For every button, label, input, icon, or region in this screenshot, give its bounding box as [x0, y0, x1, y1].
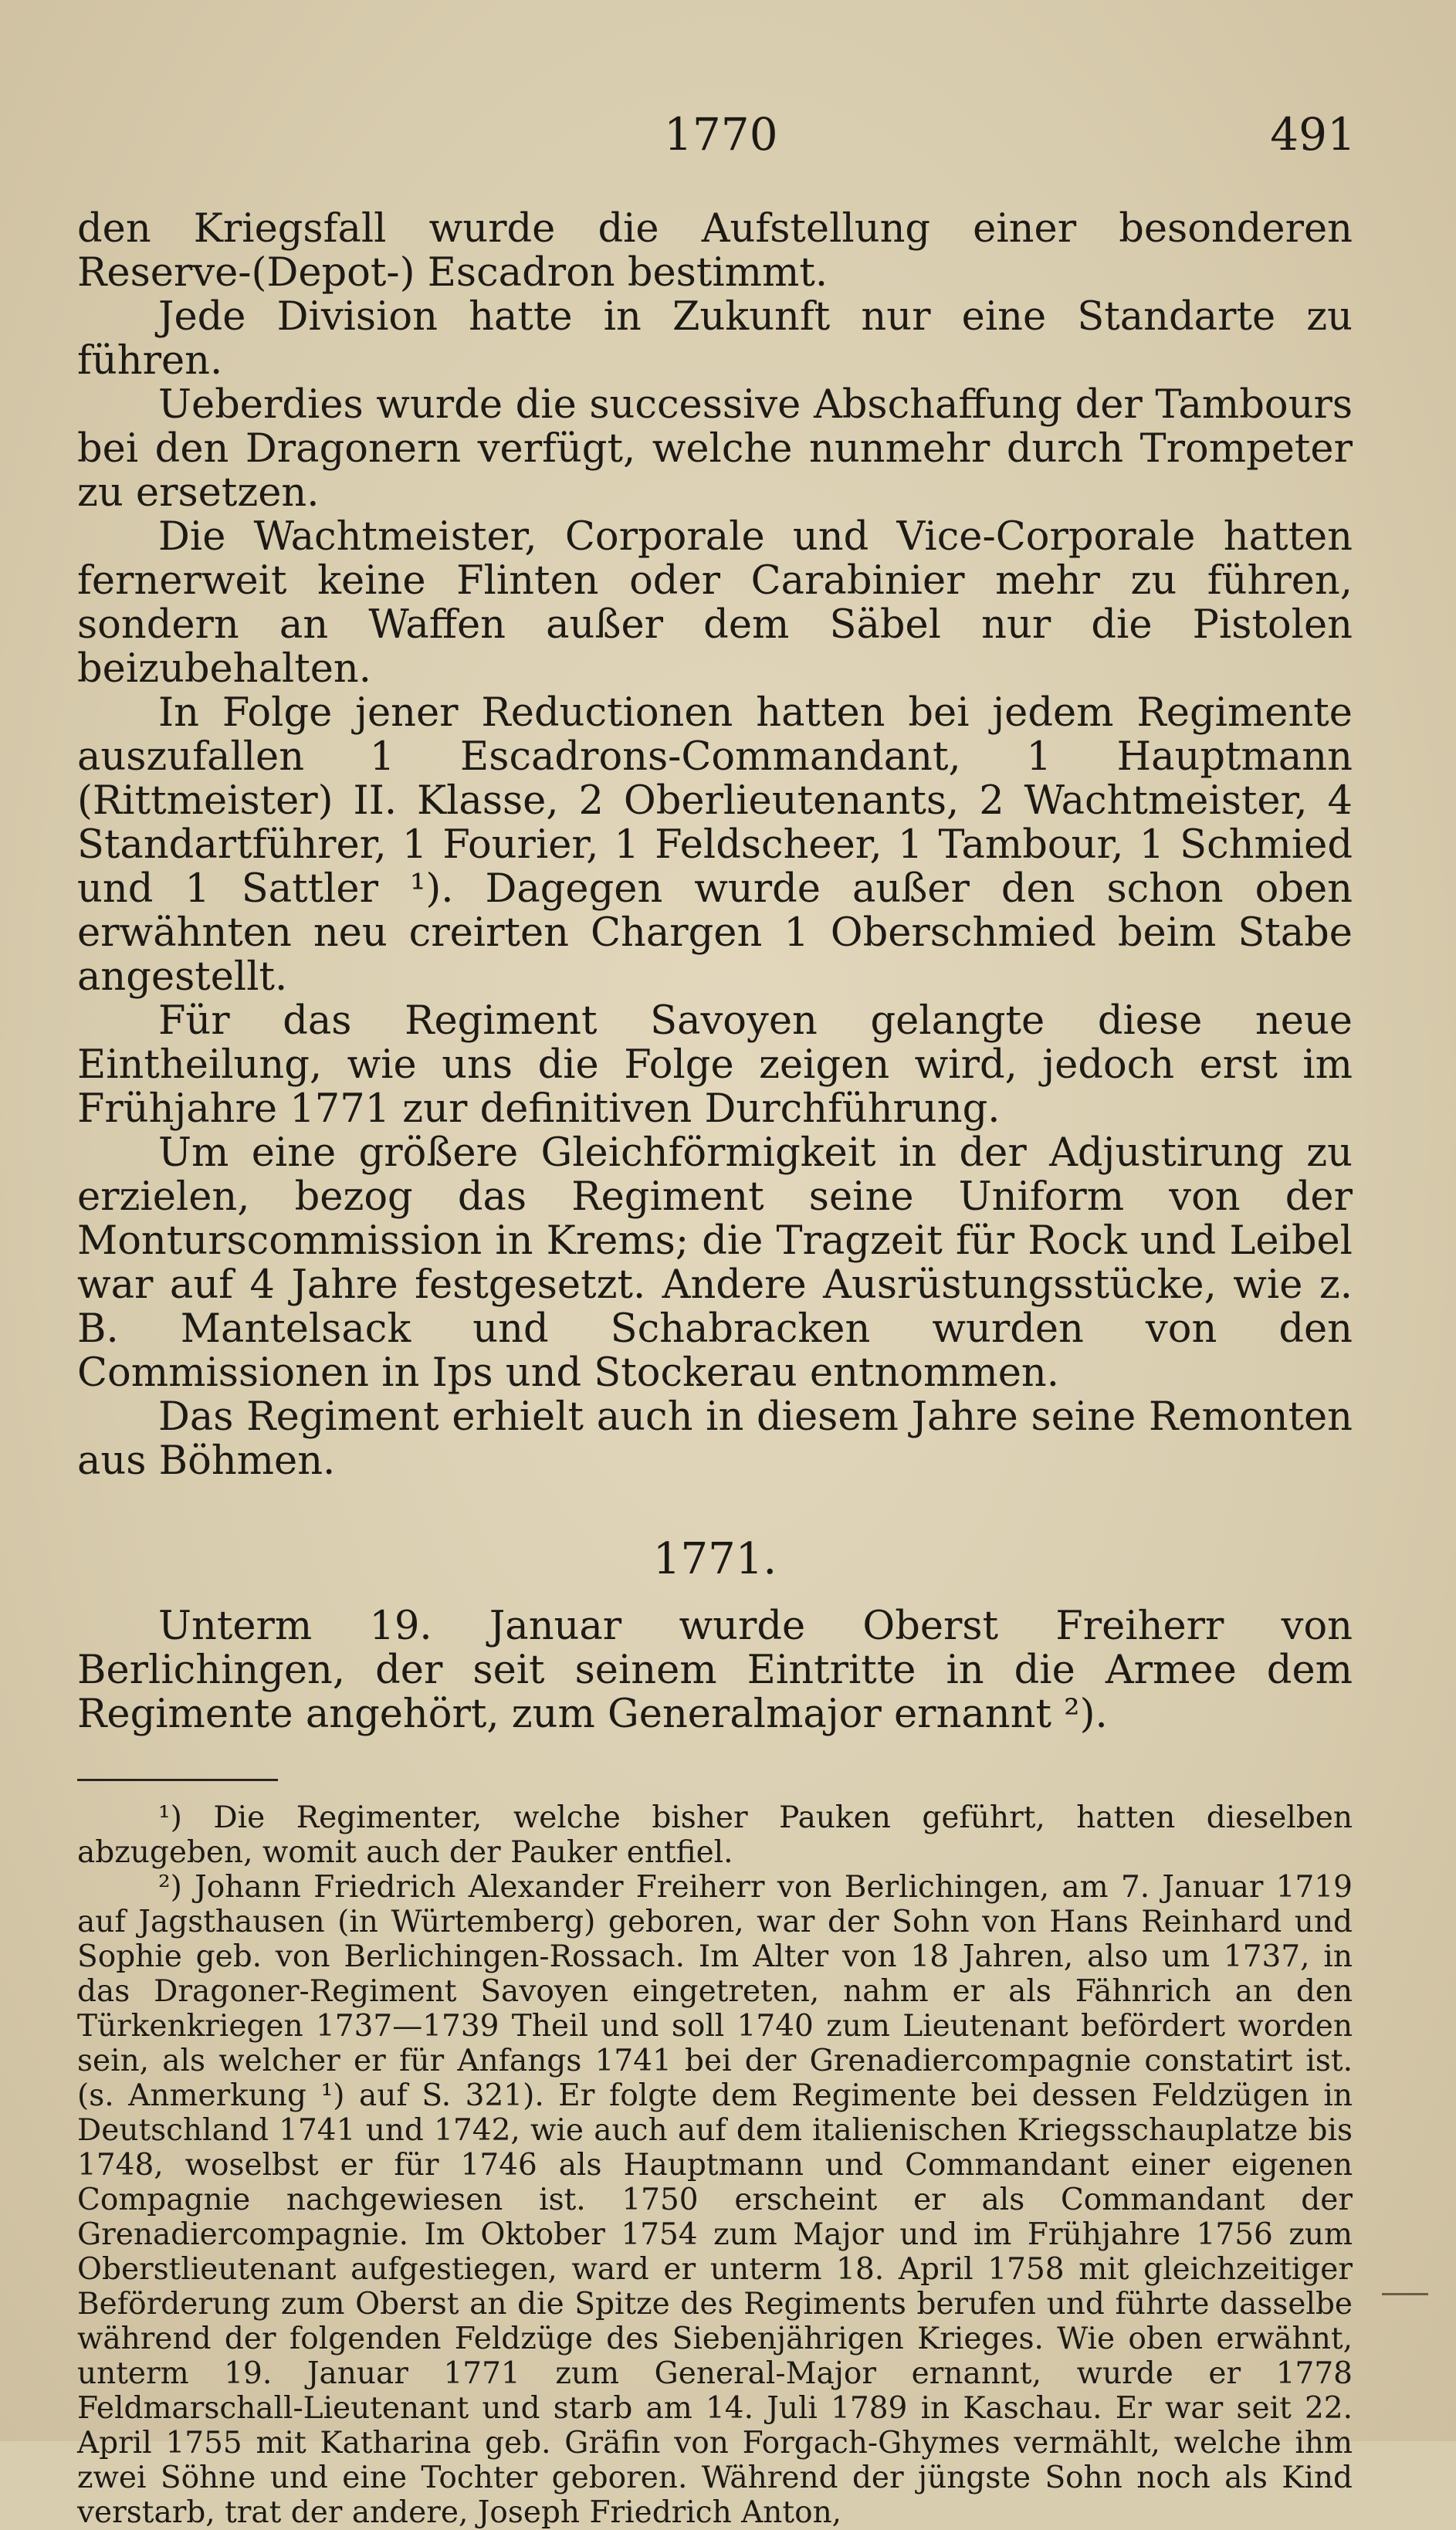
footnote: ¹) Die Regimenter, welche bisher Pauken geführt, hatten dieselben abzugeben, womit auch der Pauker entfiel. [77, 1800, 1353, 1870]
paragraph: Für das Regiment Savoyen gelangte diese neue Eintheilung, wie uns die Folge zeigen wird, jedoch erst im Frühjahre 1771 zur definitiven Durchführung. [77, 998, 1353, 1132]
page-number: 491 [1270, 108, 1356, 161]
footnote: ²) Johann Friedrich Alexander Freiherr von Berlichingen, am 7. Januar 1719 auf Jagsthausen (in Würtemberg) geboren, war der Sohn von Hans Reinhard und Sophie geb. von Berlichingen-Rossach. Im Alter von 18 Jahren, also um 1737, in das Dragoner-Regiment Savoyen eingetreten, nahm er als Fähnrich an den Türkenkriegen 1737—1739 Theil und soll 1740 zum Lieutenant befördert worden sein, als welcher er für Anfangs 1741 bei der Grenadiercompagnie constatirt ist. (s. Anmerkung ¹) auf S. 321). Er folgte dem Regimente bei dessen Feldzügen in Deutschland 1741 und 1742, wie auch auf dem italienischen Kriegsschauplatze bis 1748, woselbst er für 1746 als Hauptmann und Commandant einer eigenen Compagnie nachgewiesen ist. 1750 erscheint er als Commandant der Grenadiercompagnie. Im Oktober 1754 zum Major und im Frühjahre 1756 zum Oberstlieutenant aufgestiegen, ward er unterm 18. April 1758 mit gleichzeitiger Beförderung zum Oberst an die Spitze des Regiments berufen und führte dasselbe während der folgenden Feldzüge des Siebenjährigen Krieges. Wie oben erwähnt, unterm 19. Januar 1771 zum General-Major ernannt, wurde er 1778 Feldmarschall-Lieutenant und starb am 14. Juli 1789 in Kaschau. Er war seit 22. April 1755 mit Katharina geb. Gräfin von Forgach-Ghymes vermählt, welche ihm zwei Söhne und eine Tochter geboren. Während der jüngste Sohn noch als Kind verstarb, trat der andere, Joseph Friedrich Anton, [77, 1870, 1353, 2530]
running-header [77, 108, 1356, 170]
paragraph: den Kriegsfall wurde die Aufstellung einer besonderen Reserve-(Depot-) Escadron bestimmt. [77, 206, 1353, 296]
main-text [77, 207, 1353, 1483]
running-header-year: 1770 [664, 108, 778, 161]
margin-mark [1382, 2293, 1428, 2295]
footnotes [77, 1800, 1353, 2530]
section-text [77, 1604, 1353, 1736]
paragraph: Ueberdies wurde die successive Abschaffung der Tambours bei den Dragonern verfügt, welche nunmehr durch Trompeter zu ersetzen. [77, 382, 1353, 516]
paragraph: Jede Division hatte in Zukunft nur eine Standarte zu führen. [77, 294, 1353, 384]
page-body [77, 207, 1353, 2530]
paragraph: Die Wachtmeister, Corporale und Vice-Corporale hatten fernerweit keine Flinten oder Carabinier mehr zu führen, sondern an Waffen außer dem Säbel nur die Pistolen beizubehalten. [77, 514, 1353, 692]
paragraph: Unterm 19. Januar wurde Oberst Freiherr von Berlichingen, der seit seinem Eintritte in die Armee dem Regimente angehört, zum Generalmajor ernannt ²). [77, 1604, 1353, 1737]
paragraph: Um eine größere Gleichförmigkeit in der Adjustirung zu erzielen, bezog das Regiment seine Uniform von der Monturscommission in Krems; die Tragzeit für Rock und Leibel war auf 4 Jahre festgesetzt. Andere Ausrüstungsstücke, wie z. B. Mantelsack und Schabracken wurden von den Commissionen in Ips und Stockerau entnommen. [77, 1130, 1353, 1396]
paragraph: Das Regiment erhielt auch in diesem Jahre seine Remonten aus Böhmen. [77, 1394, 1353, 1484]
footnote-rule [77, 1779, 278, 1781]
section-heading: 1771. [652, 1534, 777, 1584]
paragraph: In Folge jener Reductionen hatten bei jedem Regimente auszufallen 1 Escadrons-Commandant, 1 Hauptmann (Rittmeister) II. Klasse, 2 Oberlieutenants, 2 Wachtmeister, 4 Standartführer, 1 Fourier, 1 Feldscheer, 1 Tambour, 1 Schmied und 1 Sattler ¹). Dagegen wurde außer den schon oben erwähnten neu creirten Chargen 1 Oberschmied beim Stabe angestellt. [77, 690, 1353, 1000]
